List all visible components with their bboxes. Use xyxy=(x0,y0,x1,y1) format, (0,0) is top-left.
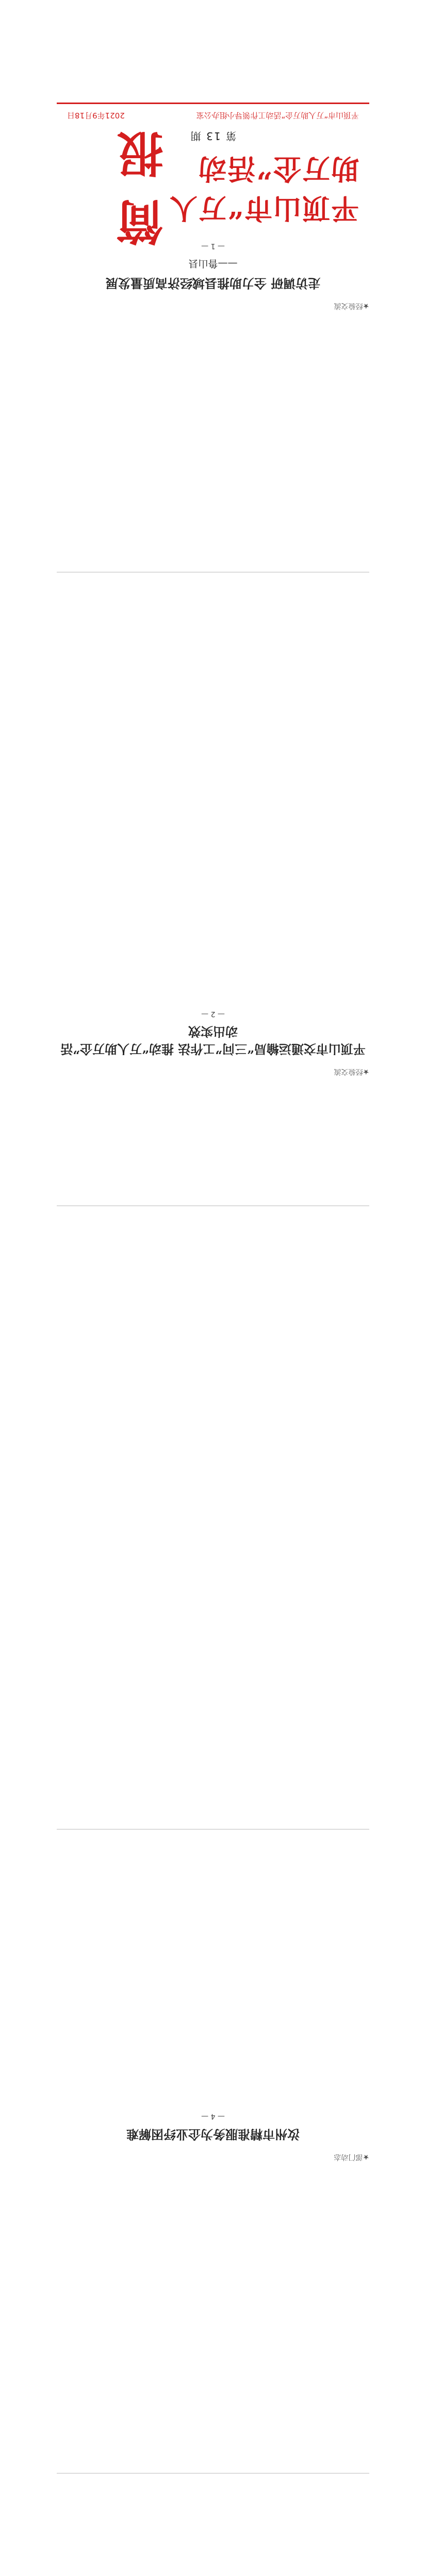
page-number: — 4 — xyxy=(201,2112,225,2121)
issue-number: 第 13 期 xyxy=(189,130,237,142)
article-section xyxy=(57,2112,369,2163)
article-section xyxy=(57,1010,369,1077)
issue-date: 2021年9月18日 xyxy=(67,111,125,120)
article-headline: 走访调研 全力助推县域经济高质量发展 xyxy=(105,276,321,291)
masthead xyxy=(0,21,426,249)
article-headline: 汝州市精准服务为企业纾困解难 xyxy=(126,2127,300,2142)
article-section xyxy=(57,242,369,312)
page-number: — 2 — xyxy=(201,1010,225,1018)
article-headline: 平顶山市交通运输局“三问”工作法 推动“万人助万企”活动出实效 xyxy=(60,1024,366,1057)
masthead-brief: 简 报 xyxy=(95,125,163,249)
page-number: — 1 — xyxy=(201,242,225,250)
masthead-meta xyxy=(67,110,359,121)
masthead-org: 平顶山市“万人助万企”活动 xyxy=(168,152,359,225)
section-label: ★经验交流 xyxy=(334,301,369,310)
section-label: ★部门动态 xyxy=(334,2153,369,2161)
publisher: 平顶山市“万人助万企”活动工作领导小组办公室 xyxy=(196,111,359,120)
article-subhead: ——鲁山县 xyxy=(188,258,238,269)
section-label: ★经验交流 xyxy=(334,1067,369,1076)
red-rule xyxy=(57,103,369,104)
